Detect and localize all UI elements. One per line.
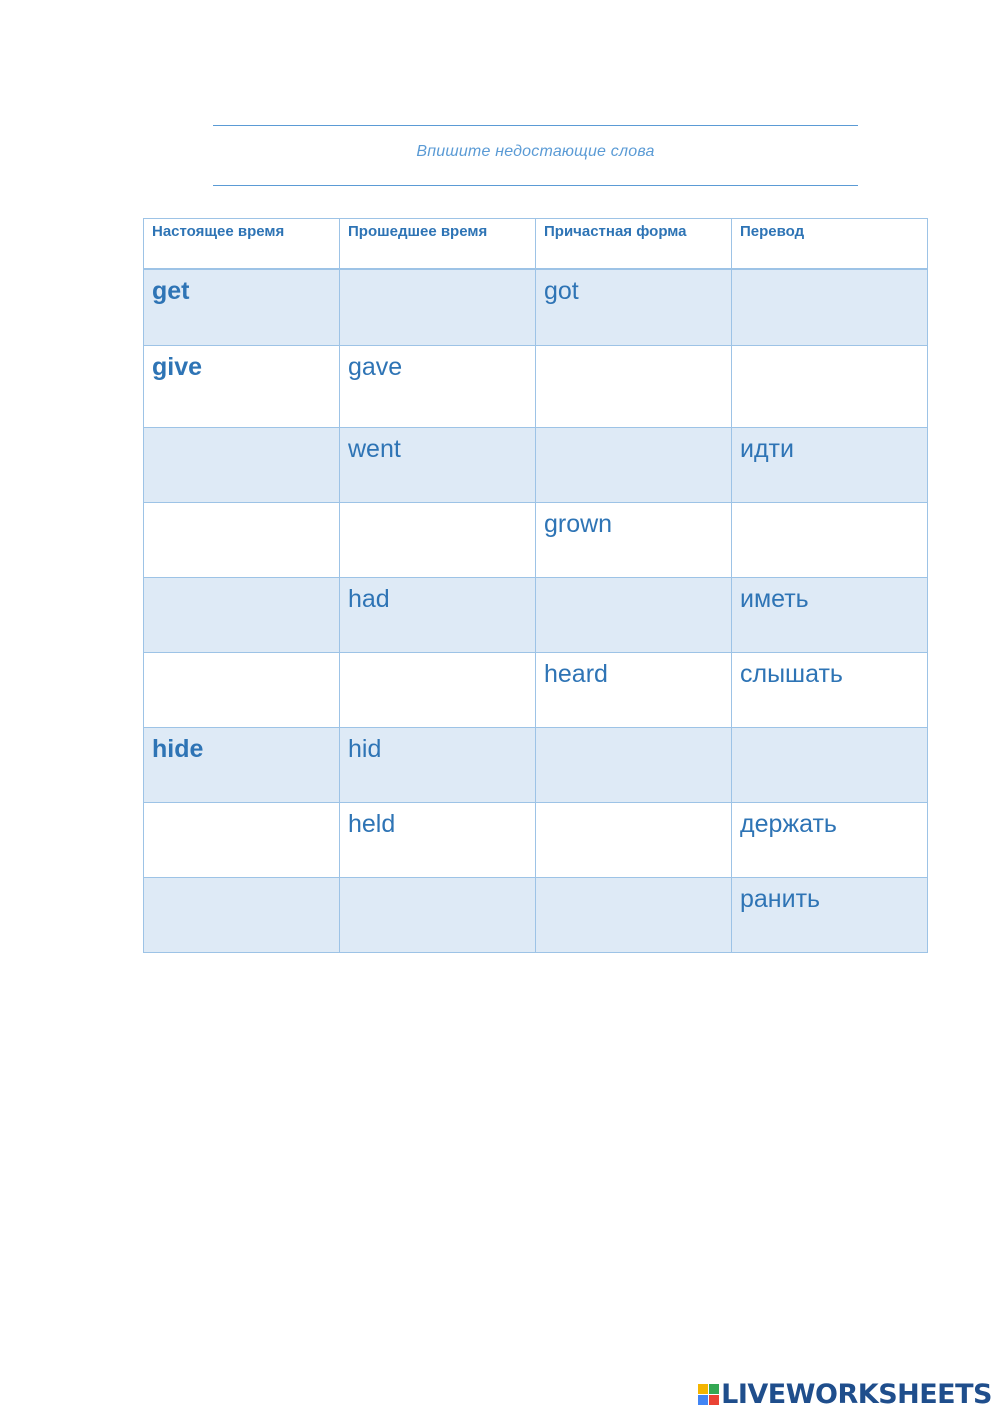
- cell-present[interactable]: [144, 803, 340, 878]
- header-present-tense: Настоящее время: [144, 219, 340, 269]
- cell-translation[interactable]: [732, 269, 928, 346]
- table-row: [144, 728, 928, 803]
- cell-present[interactable]: [144, 503, 340, 578]
- logo-text: LIVEWORKSHEETS: [721, 1378, 992, 1410]
- table-row: [144, 653, 928, 728]
- cell-participle[interactable]: [536, 346, 732, 428]
- header-participle: Причастная форма: [536, 219, 732, 269]
- table-row: [144, 269, 928, 346]
- cell-past[interactable]: hid: [340, 728, 536, 803]
- cell-participle[interactable]: [536, 578, 732, 653]
- cell-past[interactable]: [340, 878, 536, 953]
- cell-present[interactable]: [144, 578, 340, 653]
- cell-present[interactable]: get: [144, 269, 340, 346]
- cell-participle[interactable]: [536, 728, 732, 803]
- cell-past[interactable]: went: [340, 428, 536, 503]
- cell-participle[interactable]: got: [536, 269, 732, 346]
- cell-past[interactable]: held: [340, 803, 536, 878]
- table-row: [144, 428, 928, 503]
- table-row: [144, 803, 928, 878]
- cell-participle[interactable]: [536, 803, 732, 878]
- cell-translation[interactable]: [732, 346, 928, 428]
- table-header-row: [144, 219, 928, 269]
- header-past-tense: Прошедшее время: [340, 219, 536, 269]
- cell-past[interactable]: [340, 503, 536, 578]
- cell-present[interactable]: [144, 653, 340, 728]
- cell-past[interactable]: gave: [340, 346, 536, 428]
- cell-translation[interactable]: [732, 503, 928, 578]
- cell-translation[interactable]: идти: [732, 428, 928, 503]
- cell-present[interactable]: [144, 878, 340, 953]
- cell-translation[interactable]: иметь: [732, 578, 928, 653]
- verb-forms-table: [143, 218, 928, 953]
- cell-past[interactable]: [340, 269, 536, 346]
- cell-translation[interactable]: держать: [732, 803, 928, 878]
- cell-participle[interactable]: [536, 428, 732, 503]
- bottom-rule: [213, 185, 858, 186]
- table-row: [144, 878, 928, 953]
- cell-translation[interactable]: [732, 728, 928, 803]
- cell-present[interactable]: hide: [144, 728, 340, 803]
- table-row: [144, 503, 928, 578]
- cell-participle[interactable]: grown: [536, 503, 732, 578]
- cell-past[interactable]: had: [340, 578, 536, 653]
- cell-participle[interactable]: [536, 878, 732, 953]
- logo-squares-icon: [698, 1384, 719, 1405]
- instruction-text: Впишите недостающие слова: [416, 143, 655, 160]
- liveworksheets-logo: [698, 1379, 992, 1409]
- cell-present[interactable]: [144, 428, 340, 503]
- header-translation: Перевод: [732, 219, 928, 269]
- table-row: [144, 346, 928, 428]
- cell-past[interactable]: [340, 653, 536, 728]
- top-rule: [213, 125, 858, 126]
- cell-participle[interactable]: heard: [536, 653, 732, 728]
- cell-translation[interactable]: слышать: [732, 653, 928, 728]
- table-row: [144, 578, 928, 653]
- cell-present[interactable]: give: [144, 346, 340, 428]
- cell-translation[interactable]: ранить: [732, 878, 928, 953]
